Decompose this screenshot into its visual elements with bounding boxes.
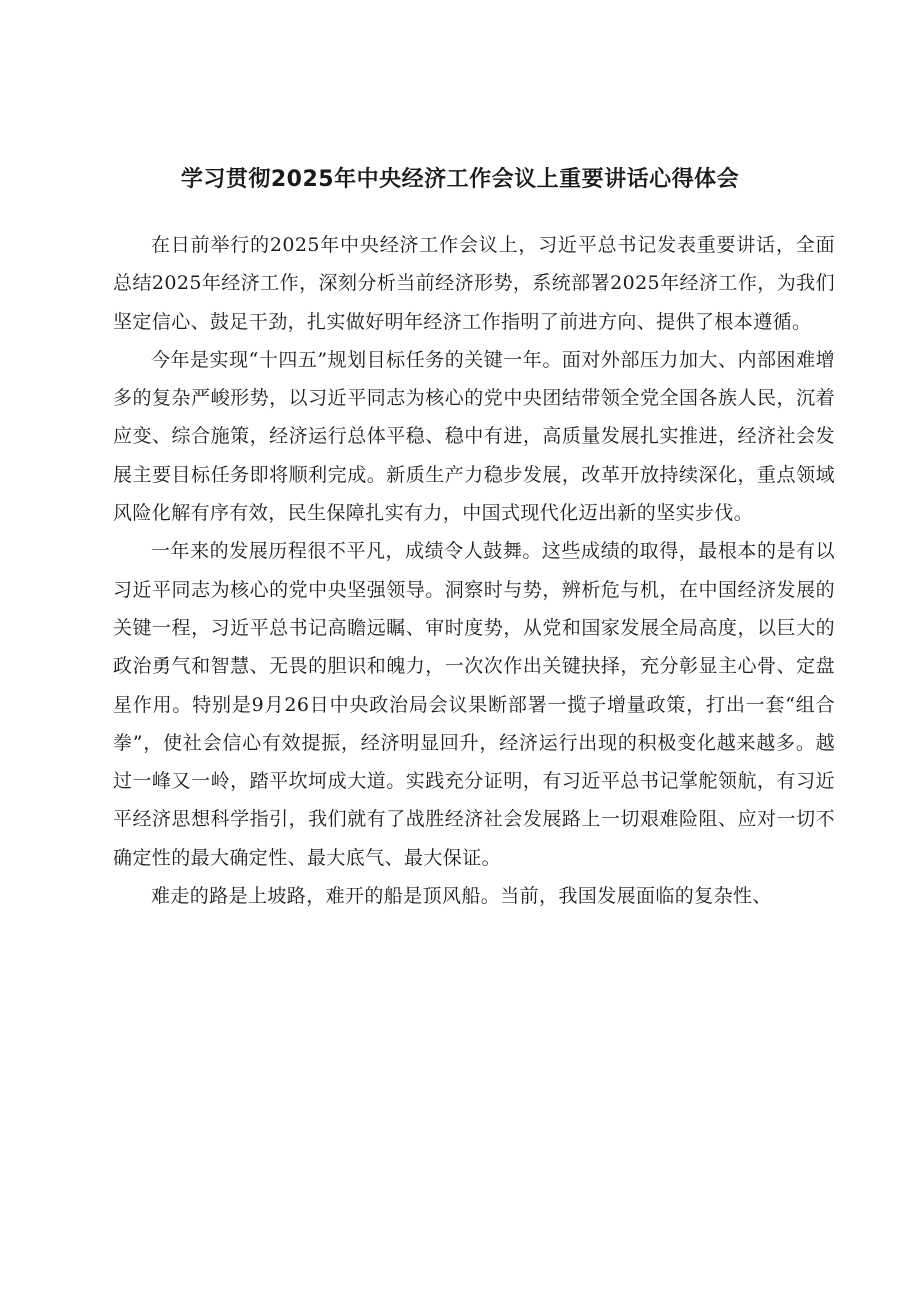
- document-body: [113, 226, 835, 915]
- paragraph-1: 在日前举行的2025年中央经济工作会议上，习近平总书记发表重要讲话，全面总结2025年经济工作，深刻分析当前经济形势，系统部署2025年经济工作，为我们坚定信心、鼓足干劲，扎实做好明年经济工作指明了前进方向、提供了根本遵循。: [113, 234, 835, 333]
- paragraph-3: 一年来的发展历程很不平凡，成绩令人鼓舞。这些成绩的取得，最根本的是有以习近平同志为核心的党中央坚强领导。洞察时与势，辨析危与机，在中国经济发展的关键一程，习近平总书记高瞻远瞩、审时度势，从党和国家发展全局高度，以巨大的政治勇气和智慧、无畏的胆识和魄力，一次次作出关键抉择，充分彰显主心骨、定盘星作用。特别是9月26日中央政治局会议果断部署一揽子增量政策，打出一套“组合拳”，使社会信心有效提振，经济明显回升，经济运行出现的积极变化越来越多。越过一峰又一岭，踏平坎坷成大道。实践充分证明，有习近平总书记掌舵领航，有习近平经济思想科学指引，我们就有了战胜经济社会发展路上一切艰难险阻、应对一切不确定性的最大确定性、最大底气、最大保证。: [113, 540, 835, 869]
- document-title: 学习贯彻2025年中央经济工作会议上重要讲话心得体会: [180, 167, 740, 192]
- paragraph-4: 难走的路是上坡路，难开的船是顶风船。当前，我国发展面临的复杂性、: [151, 885, 772, 908]
- paragraph-2: 今年是实现“十四五”规划目标任务的关键一年。面对外部压力加大、内部困难增多的复杂严峻形势，以习近平同志为核心的党中央团结带领全党全国各族人民，沉着应变、综合施策，经济运行总体平稳、稳中有进，高质量发展扎实推进，经济社会发展主要目标任务即将顺利完成。新质生产力稳步发展，改革开放持续深化，重点领域风险化解有序有效，民生保障扎实有力，中国式现代化迈出新的坚实步伐。: [113, 348, 835, 525]
